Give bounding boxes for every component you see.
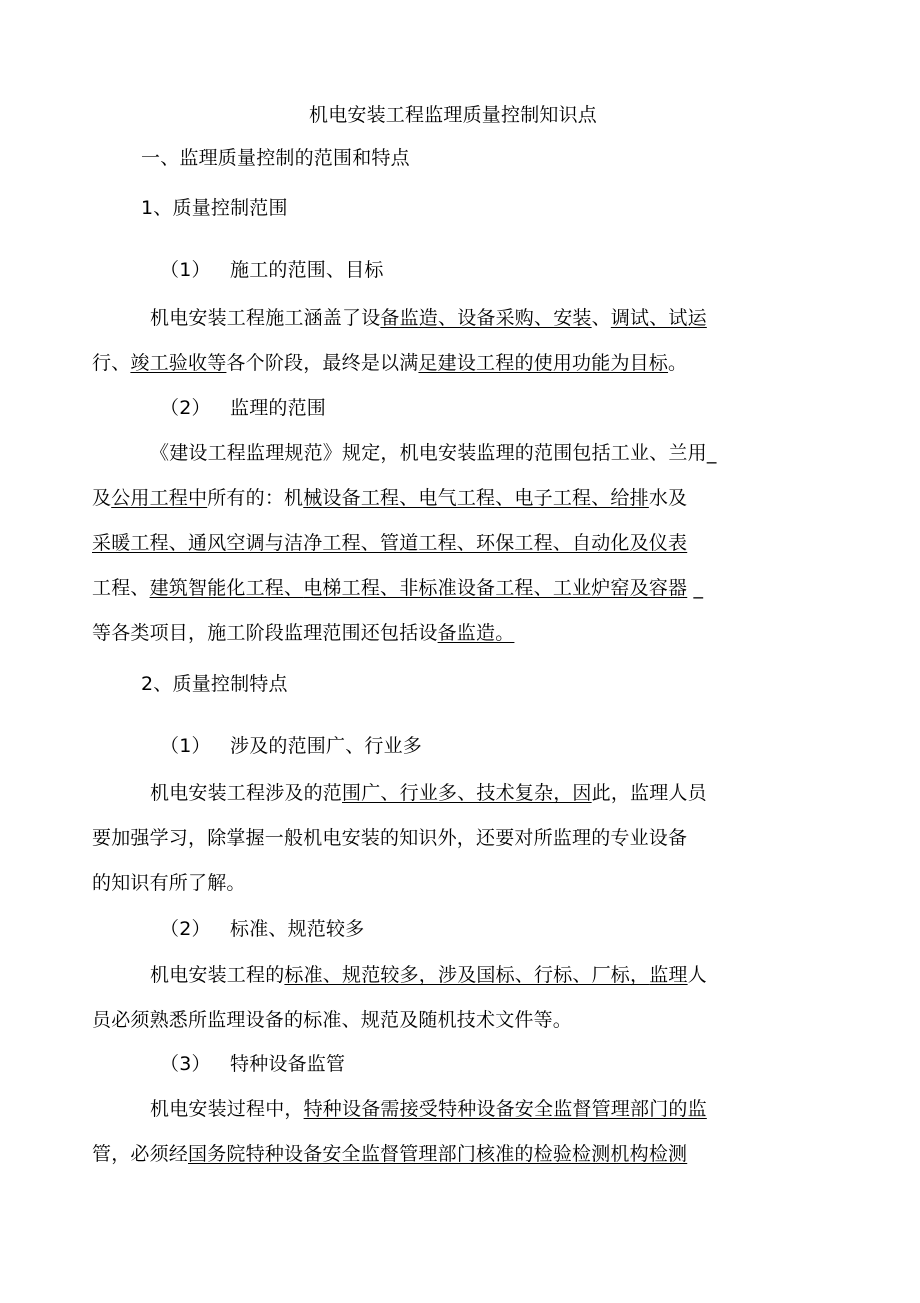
underlined-text: 建筑智能化工程、 (149, 577, 304, 599)
subsection-heading-1: 1、质量控制范围 (141, 197, 288, 219)
paragraph-line (92, 1142, 687, 1166)
document-title: 机电安装工程监理质量控制知识点 (309, 104, 598, 126)
text-run: 此，监理人员 (591, 782, 707, 804)
paragraph-line (92, 621, 514, 645)
underlined-text: 围广、行业多、技术复杂，因 (342, 782, 592, 804)
paragraph-line (92, 351, 687, 375)
item-label: 涉及的范围广、行业多 (230, 735, 423, 757)
text-run: 管，必须经 (92, 1143, 189, 1165)
item-heading (160, 734, 422, 758)
text-run: 及 (92, 487, 112, 509)
paragraph-line: 员必须熟悉所监理设备的标准、规范及随机技术文件等。 (92, 1009, 573, 1031)
underlined-text: 备监造。 (437, 622, 515, 644)
underlined-text: 国务院特种设备安全监督管理部门核准的检验检测机构检测 (188, 1143, 688, 1165)
text-run: 《建设工程监理规范》规定，机电安装监理的范围包括工业、兰用 (150, 442, 707, 464)
text-run: 机电安装工程的 (150, 964, 285, 986)
underlined-text: 竣工验收等 (130, 352, 227, 374)
text-run: _ (706, 442, 717, 464)
underlined-text: 足建设工程的使用功能为目标 (418, 352, 669, 374)
paragraph-line (150, 441, 717, 465)
paragraph-line (92, 531, 687, 555)
underlined-text: 电梯工程、非标准设备工程、工业炉窑及容器 (303, 577, 688, 599)
subsection-heading-2: 2、质量控制特点 (141, 673, 288, 695)
text-run: 行、 (92, 352, 131, 374)
underlined-text: 公用工程中 (111, 487, 208, 509)
paragraph-line (150, 781, 707, 805)
text-run: 等各类项目，施工阶段监理范围还包括设 (92, 622, 438, 644)
paragraph-line (150, 306, 707, 330)
item-number: （1） (160, 735, 211, 757)
underlined-text: 械设备工程、电气工程、电子工程、给排 (303, 487, 649, 509)
item-label: 标准、规范较多 (230, 918, 365, 940)
item-number: （3） (160, 1053, 211, 1075)
item-heading (160, 917, 364, 941)
item-label: 施工的范围、目标 (230, 259, 384, 281)
paragraph-line (150, 1097, 707, 1121)
text-run: 机电安装工程涉及的范 (150, 782, 343, 804)
item-label: 特种设备监管 (230, 1053, 346, 1075)
text-run: 各个阶段，最终是以满 (226, 352, 419, 374)
paragraph-line: 要加强学习，除掌握一般机电安装的知识外，还要对所监理的专业设备 (92, 827, 688, 849)
underlined-text: 监理 (649, 964, 688, 986)
text-run: 、 (591, 307, 611, 329)
text-run: 机电安装过程中， (150, 1098, 304, 1120)
text-run: 工程、 (92, 577, 150, 599)
underlined-text: 标准、规范较多，涉及国标、行标、厂标， (284, 964, 650, 986)
section-heading-1: 一、监理质量控制的范围和特点 (141, 147, 410, 169)
item-number: （2） (160, 918, 211, 940)
item-heading (160, 258, 384, 282)
text-run: 所有的：机 (207, 487, 304, 509)
text-run: 水及 (648, 487, 688, 509)
text-run: 。 (668, 352, 688, 374)
underlined-text: 备监造、设备采购、安装 (380, 307, 592, 329)
text-run: _ (687, 577, 704, 599)
paragraph-line: 的知识有所了解。 (92, 872, 246, 894)
item-heading (160, 1052, 345, 1076)
underlined-text: 采暖工程、通风空调与洁净工程、管道工程、环保工程、自动化及仪表 (92, 532, 688, 554)
underlined-text: 调试、试运 (610, 307, 707, 329)
item-label: 监理的范围 (230, 397, 327, 419)
paragraph-line (150, 963, 707, 987)
paragraph-line (92, 486, 687, 510)
paragraph-line (92, 576, 703, 600)
text-run: 机电安装工程施工涵盖了设 (150, 307, 381, 329)
item-number: （2） (160, 397, 211, 419)
text-run: 人 (687, 964, 707, 986)
underlined-text: 特种设备需接受特种设备安全监督管理部门的监 (303, 1098, 707, 1120)
item-number: （1） (160, 259, 211, 281)
item-heading (160, 396, 326, 420)
